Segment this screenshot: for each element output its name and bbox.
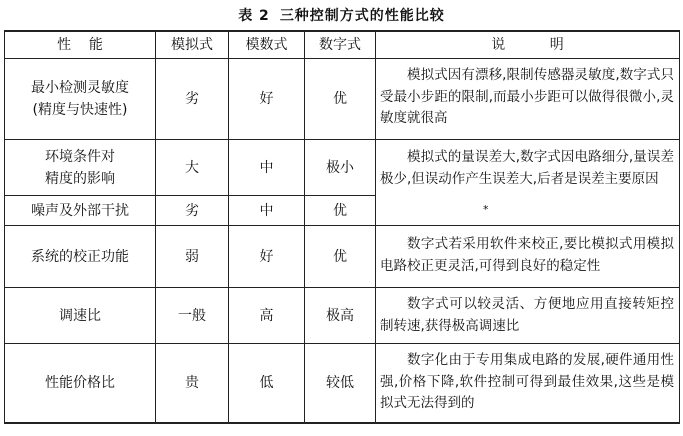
row4-description: 数字式若采用软件来校正,要比模拟式用模拟电路校正更灵活,可得到良好的稳定性 bbox=[380, 236, 674, 274]
row3-performance: 噪声及外部干扰 bbox=[31, 202, 129, 219]
row1-description: 模拟式因有漂移,限制传感器灵敏度,数字式只受最小步距的限制,而最小步距可以做得很微小,灵敏度就很高 bbox=[380, 67, 674, 126]
header-digital: 数字式 bbox=[319, 36, 361, 53]
row1-performance-line2: (精度与快速性) bbox=[32, 102, 128, 118]
table-right-border bbox=[679, 30, 680, 423]
row1-analog-digital: 好 bbox=[259, 91, 274, 107]
row1-performance-line1: 最小检测灵敏度 bbox=[31, 80, 129, 96]
row2-performance-line2: 精度的影响 bbox=[45, 170, 115, 187]
row2-performance bbox=[5, 140, 155, 195]
table-bottom-rule bbox=[4, 422, 680, 424]
row5-digital: 极高 bbox=[326, 307, 354, 324]
row1-analog: 劣 bbox=[185, 91, 199, 107]
column-divider bbox=[375, 30, 376, 423]
row3-analog: 劣 bbox=[185, 202, 199, 219]
row5-analog: 一般 bbox=[178, 307, 206, 324]
row4-digital: 优 bbox=[333, 248, 347, 265]
row4-analog-digital: 好 bbox=[259, 248, 274, 265]
row6-analog: 贵 bbox=[185, 375, 199, 391]
row4-performance: 系统的校正功能 bbox=[31, 248, 129, 265]
row5-description: 数字式可以较灵活、方便地应用直接转矩控制转速,获得极高调速比 bbox=[380, 296, 674, 334]
table-title: 三种控制方式的性能比较 bbox=[279, 8, 445, 24]
row5-analog-digital: 高 bbox=[259, 307, 274, 324]
header-analog: 模拟式 bbox=[171, 36, 213, 53]
row2-description: 模拟式的量误差大,数字式因电路细分,量误差极少,但误动作产生误差大,后者是误差主要原因 bbox=[380, 149, 674, 187]
table-number: 表 2 bbox=[238, 8, 270, 24]
header-analog-digital: 模数式 bbox=[245, 36, 288, 53]
stray-asterisk: * bbox=[483, 203, 489, 216]
row3-analog-digital: 中 bbox=[259, 202, 274, 219]
row2-analog-digital: 中 bbox=[259, 159, 274, 176]
row1-performance bbox=[5, 59, 155, 139]
row1-digital: 优 bbox=[333, 91, 347, 107]
header-description: 说 明 bbox=[491, 36, 564, 53]
row3-digital: 优 bbox=[333, 202, 347, 219]
row6-description: 数字化由于专用集成电路的发展,硬件通用性强,价格下降,软件控制可得到最佳效果,这些是模拟式无法得到的 bbox=[380, 352, 674, 411]
row6-digital: 较低 bbox=[326, 375, 354, 391]
header-performance: 性 能 bbox=[57, 36, 103, 53]
row6-analog-digital: 低 bbox=[259, 375, 274, 391]
row6-performance: 性能价格比 bbox=[45, 375, 115, 391]
row2-digital: 极小 bbox=[326, 159, 354, 176]
row5-performance: 调速比 bbox=[59, 307, 101, 324]
row2-analog: 大 bbox=[185, 159, 199, 176]
row2-performance-line1: 环境条件对 bbox=[45, 148, 115, 165]
row4-analog: 弱 bbox=[185, 248, 199, 265]
